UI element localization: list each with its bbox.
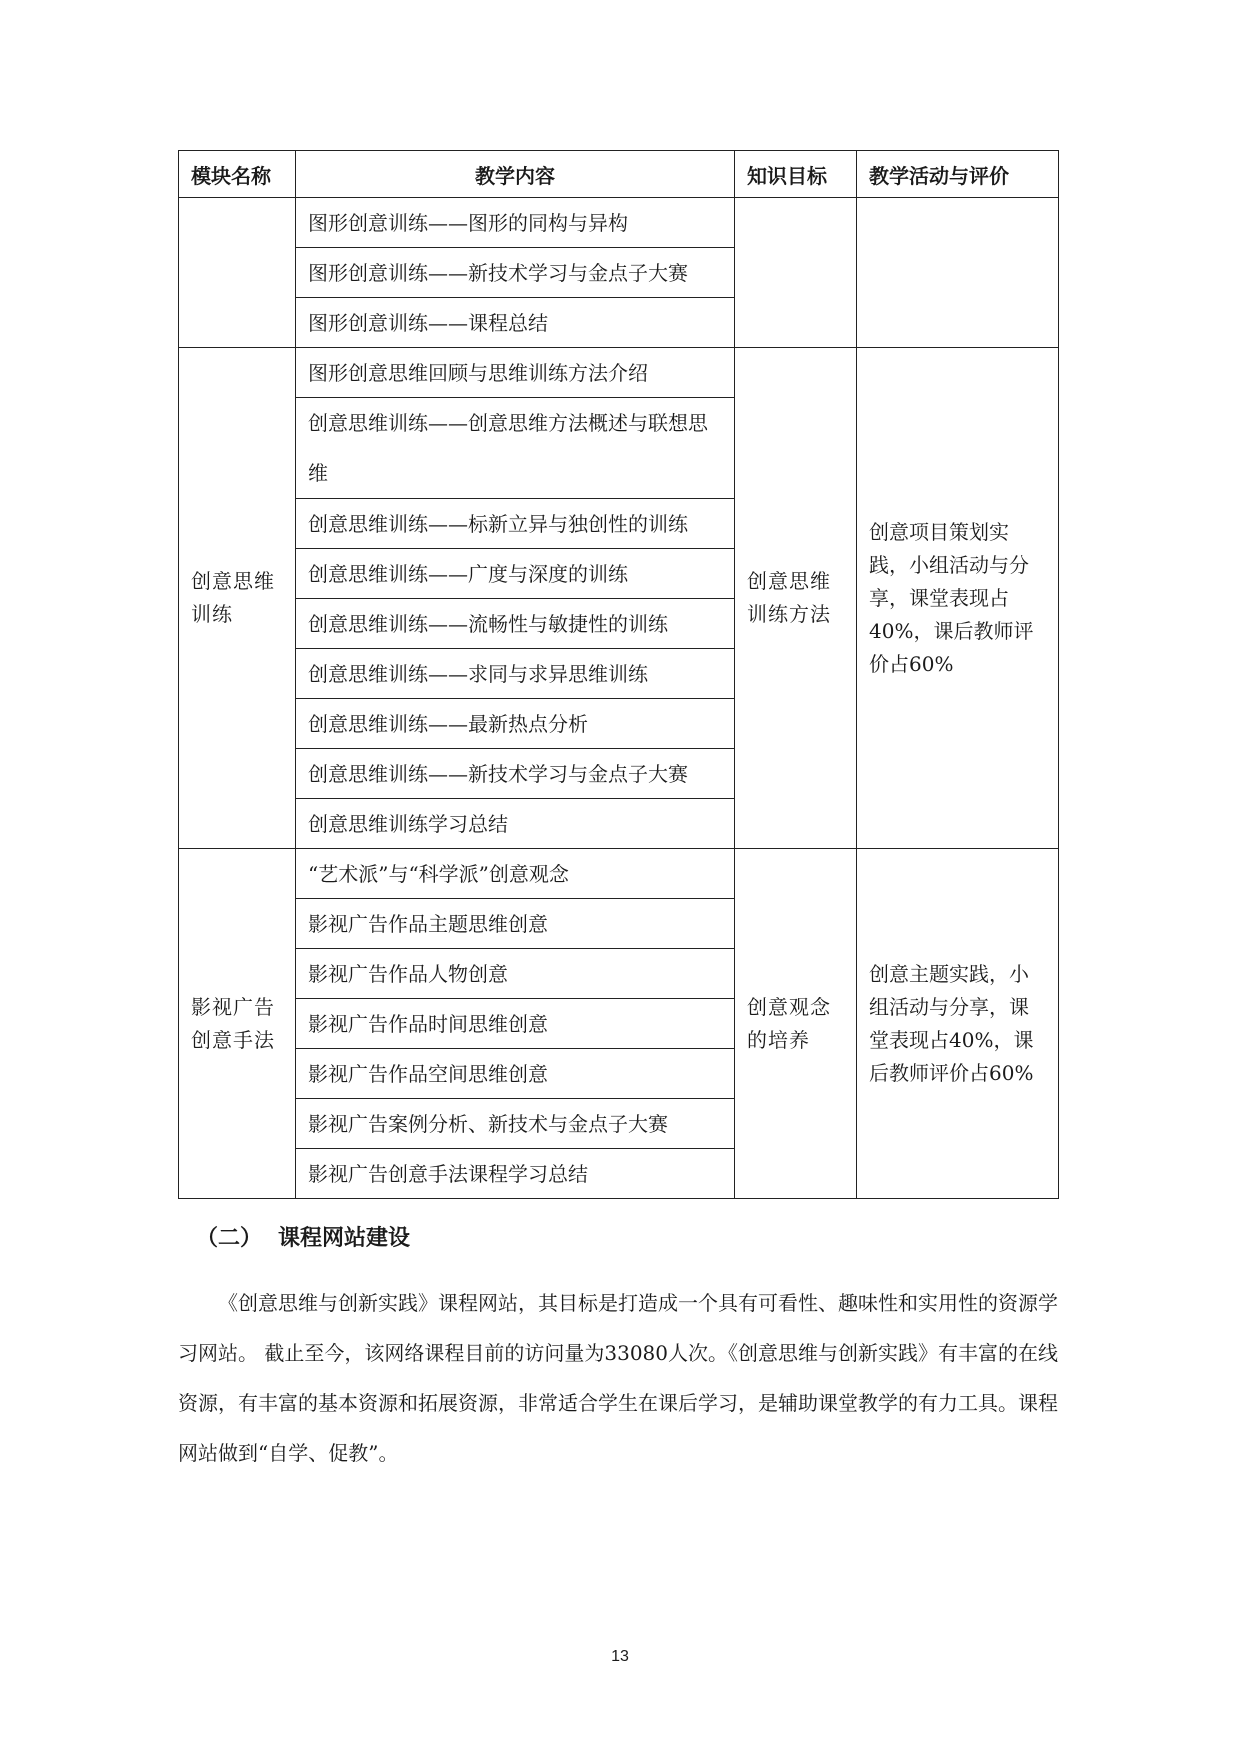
module-cell-2: 创意思维训练 [179, 348, 296, 849]
content-cell: 图形创意训练——图形的同构与异构 [296, 198, 735, 248]
content-cell: 影视广告作品人物创意 [296, 949, 735, 999]
content-cell: 创意思维训练——新技术学习与金点子大赛 [296, 749, 735, 799]
content-cell: 影视广告作品空间思维创意 [296, 1049, 735, 1099]
content-cell: 创意思维训练——求同与求异思维训练 [296, 649, 735, 699]
page-number: 13 [611, 1648, 629, 1665]
evaluation-cell-3: 创意主题实践，小组活动与分享，课堂表现占40%，课后教师评价占60% [857, 849, 1059, 1199]
section-number: （二） [196, 1226, 263, 1251]
goal-cell-1 [735, 198, 857, 348]
content-cell: 创意思维训练学习总结 [296, 799, 735, 849]
content-cell: 图形创意训练——新技术学习与金点子大赛 [296, 248, 735, 298]
content-cell: “艺术派”与“科学派”创意观念 [296, 849, 735, 899]
section-heading [196, 1221, 410, 1252]
course-module-table [178, 150, 1059, 1199]
goal-cell-2: 创意思维训练方法 [735, 348, 857, 849]
content-cell: 影视广告作品时间思维创意 [296, 999, 735, 1049]
content-cell: 影视广告案例分析、新技术与金点子大赛 [296, 1099, 735, 1149]
content-cell: 图形创意思维回顾与思维训练方法介绍 [296, 348, 735, 398]
module-cell-1 [179, 198, 296, 348]
header-knowledge-goal: 知识目标 [735, 151, 857, 198]
content-cell: 创意思维训练——创意思维方法概述与联想思维 [296, 398, 735, 499]
content-cell: 影视广告作品主题思维创意 [296, 899, 735, 949]
table-header-row [179, 151, 1059, 198]
evaluation-cell-2: 创意项目策划实践，小组活动与分享，课堂表现占40%，课后教师评价占60% [857, 348, 1059, 849]
content-cell: 影视广告创意手法课程学习总结 [296, 1149, 735, 1199]
section-title: 课程网站建设 [278, 1226, 411, 1251]
content-cell: 创意思维训练——标新立异与独创性的训练 [296, 499, 735, 549]
table-row [179, 348, 1059, 398]
content-cell: 创意思维训练——最新热点分析 [296, 699, 735, 749]
goal-cell-3: 创意观念的培养 [735, 849, 857, 1199]
header-module-name: 模块名称 [179, 151, 296, 198]
content-cell: 图形创意训练——课程总结 [296, 298, 735, 348]
content-cell: 创意思维训练——流畅性与敏捷性的训练 [296, 599, 735, 649]
table-row [179, 198, 1059, 248]
table-row [179, 849, 1059, 899]
body-paragraph: 《创意思维与创新实践》课程网站，其目标是打造成一个具有可看性、趣味性和实用性的资源学习网站。 截止至今，该网络课程目前的访问量为33080人次。《创意思维与创新实践》有丰富的在线资源，有丰富的基本资源和拓展资源，非常适合学生在课后学习，是辅助课堂教学的有力工具。课程网站做到“自学、促教”。 [178, 1291, 1058, 1465]
evaluation-cell-1 [857, 198, 1059, 348]
header-activity-evaluation: 教学活动与评价 [857, 151, 1059, 198]
header-teaching-content: 教学内容 [296, 151, 735, 198]
module-cell-3: 影视广告创意手法 [179, 849, 296, 1199]
content-cell: 创意思维训练——广度与深度的训练 [296, 549, 735, 599]
